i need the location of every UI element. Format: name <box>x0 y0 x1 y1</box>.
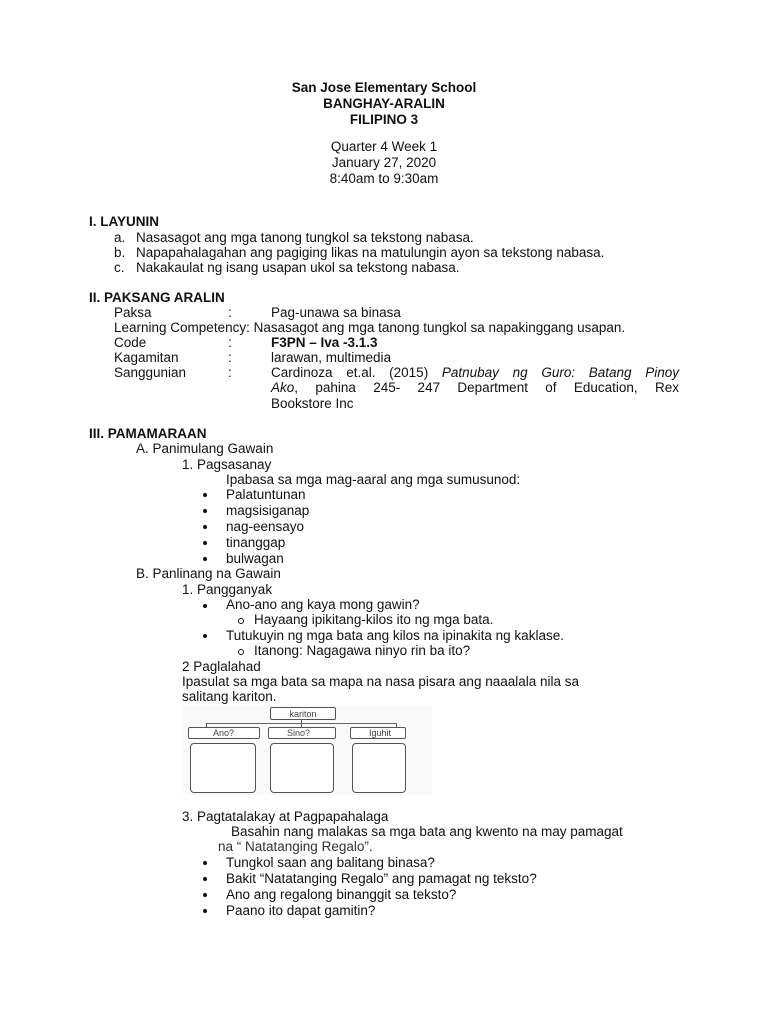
list-item: Palatuntunan <box>226 487 306 502</box>
diagram-child-label: Iguhit <box>369 728 392 738</box>
pagtatalakay-line-1: Basahin nang malakas sa mga bata ang kwento na may pamagat <box>231 824 623 839</box>
code-value: F3PN – Iva -3.1.3 <box>271 335 378 350</box>
pangganyak-sub-1: Hayaang ipikitang-kilos ito ng mga bata. <box>254 612 494 627</box>
colon: : <box>228 335 232 350</box>
diagram-child-label-box <box>350 727 406 739</box>
panimulang-gawain-title: A. Panimulang Gawain <box>136 441 274 456</box>
code-label: Code <box>114 335 147 350</box>
bullet-icon <box>203 509 207 513</box>
lesson-time: 8:40am to 9:30am <box>329 171 439 186</box>
paksa-label: Paksa <box>114 305 152 320</box>
sanggunian-line-3: Bookstore Inc <box>271 396 354 411</box>
pangganyak-sub-2: Itanong: Nagagawa ninyo rin ba ito? <box>254 643 471 658</box>
layunin-marker: c. <box>114 260 125 275</box>
school-name: San Jose Elementary School <box>291 80 477 95</box>
bullet-icon <box>203 525 207 529</box>
circle-bullet-icon <box>238 618 244 624</box>
bullet-icon <box>203 909 207 913</box>
colon: : <box>228 365 232 380</box>
diagram-answer-box <box>270 743 334 793</box>
diagram-answer-box <box>352 743 406 793</box>
bullet-icon <box>203 557 207 561</box>
sanggunian-line-2 <box>271 380 679 396</box>
diagram-child-label: Ano? <box>213 728 235 738</box>
document-type: BANGHAY-ARALIN <box>323 96 445 111</box>
pagsasanay-title: 1. Pagsasanay <box>182 457 272 472</box>
bullet-icon <box>203 604 207 608</box>
diagram-child-label-box <box>188 727 260 739</box>
list-item: tinanggap <box>226 535 286 550</box>
paglalahad-title: 2 Paglalahad <box>182 659 261 674</box>
quarter-week: Quarter 4 Week 1 <box>330 139 438 154</box>
layunin-marker: a. <box>114 230 126 245</box>
colon: : <box>228 350 232 365</box>
pangganyak-title: 1. Pangganyak <box>182 582 273 597</box>
list-item: Bakit “Natatanging Regalo” ang pamagat ng teksto? <box>226 871 537 886</box>
pangganyak-question-1: Ano-ano ang kaya mong gawin? <box>226 597 420 612</box>
bullet-icon <box>203 893 207 897</box>
kagamitan-label: Kagamitan <box>114 350 179 365</box>
learning-competency: Learning Competency: Nasasagot ang mga tanong tungkol sa napakinggang usapan. <box>114 320 626 335</box>
layunin-heading: I. LAYUNIN <box>89 214 160 229</box>
diagram-answer-box <box>190 743 256 793</box>
pagtatalakay-title: 3. Pagtatalakay at Pagpapahalaga <box>182 809 389 824</box>
layunin-marker: b. <box>114 245 126 260</box>
layunin-item: Nasasagot ang mga tanong tungkol sa tekstong nabasa. <box>136 230 474 245</box>
diagram-child-label-box <box>268 727 336 739</box>
subject-title: FILIPINO 3 <box>349 112 419 127</box>
bullet-icon <box>203 634 207 638</box>
pangganyak-question-2: Tutukuyin ng mga bata ang kilos na ipinakita ng kaklase. <box>226 628 564 643</box>
list-item: magsisiganap <box>226 503 310 518</box>
panlinang-gawain-title: B. Panlinang na Gawain <box>136 566 281 581</box>
bullet-icon <box>203 861 207 865</box>
list-item: bulwagan <box>226 551 284 566</box>
layunin-item: Nakakaulat ng isang usapan ukol sa tekstong nabasa. <box>136 260 460 275</box>
list-item: Paano ito dapat gamitin? <box>226 903 376 918</box>
bullet-icon <box>203 877 207 881</box>
kagamitan-value: larawan, multimedia <box>271 350 392 365</box>
pagsasanay-instruction: Ipabasa sa mga mag-aaral ang mga sumusunod: <box>226 472 521 487</box>
sanggunian-label: Sanggunian <box>114 365 187 380</box>
list-item: Ano ang regalong binanggit sa teksto? <box>226 887 457 902</box>
concept-map-diagram <box>182 705 432 795</box>
pamamaraan-heading: III. PAMAMARAAN <box>89 426 207 441</box>
sanggunian-book-title-end: Ako <box>271 380 295 395</box>
colon: : <box>228 305 232 320</box>
sanggunian-author: Cardinoza et.al. (2015) <box>271 365 429 380</box>
diagram-root-box <box>270 707 336 720</box>
sanggunian-book-title: Patnubay ng Guro: Batang Pinoy <box>441 365 679 380</box>
bullet-icon <box>203 493 207 497</box>
layunin-item: Napapahalagahan ang pagiging likas na matulungin ayon sa tekstong nabasa. <box>136 245 605 260</box>
paglalahad-line-1: Ipasulat sa mga bata sa mapa na nasa pisara ang naaalala nila sa <box>182 674 580 689</box>
sanggunian-line-1 <box>271 365 679 381</box>
sanggunian-pages: , pahina 245- 247 Department of Education, Rex <box>294 380 679 395</box>
paglalahad-line-2: salitang kariton. <box>182 689 277 704</box>
pagtatalakay-line-2: na “ Natatanging Regalo”. <box>218 839 373 854</box>
diagram-child-label: Sino? <box>287 728 311 738</box>
circle-bullet-icon <box>238 649 244 655</box>
paksang-aralin-heading: II. PAKSANG ARALIN <box>89 290 225 305</box>
bullet-icon <box>203 541 207 545</box>
paksa-value: Pag-unawa sa binasa <box>271 305 401 320</box>
list-item: Tungkol saan ang balitang binasa? <box>226 855 435 870</box>
diagram-root-label: kariton <box>289 709 317 719</box>
list-item: nag-eensayo <box>226 519 305 534</box>
lesson-date: January 27, 2020 <box>331 155 437 170</box>
